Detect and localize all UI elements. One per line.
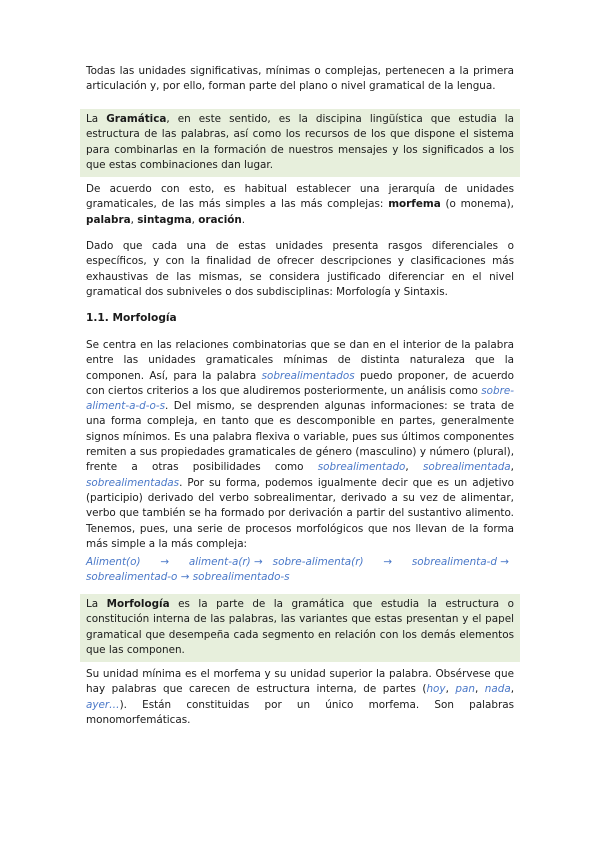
- definition-box-morfologia: [80, 594, 520, 662]
- example-pan: pan: [455, 683, 475, 696]
- text-run: . Del mismo, se desprenden algunas informaciones: se trata de una forma compleja, en tanto que es descomponible en partes, generalmente signos mínimos. Es una palabra flexiva o variable, pues sus últimos componentes remiten a sus propiedades gramaticales de género (masculino) y número (plural), frente a otras posibilidades como: [86, 400, 514, 474]
- arrow-icon: →: [500, 556, 509, 568]
- text-run: ). Están constituidas por un único morfema. Son palabras monomorfemáticas.: [86, 698, 514, 726]
- text-run: . Por su forma, podemos igualmente decir que es un adjetivo (participio) derivado del verbo sobrealimentar, derivado a su vez de alimentar, verbo que también se ha formado por derivación a partir del sustantivo alimento. Tenemos, pues, una serie de procesos morfológicos que nos llevan de la forma más simple a la más compleja:: [86, 476, 514, 550]
- arrow-icon: →: [254, 556, 263, 568]
- text-run: puedo proponer, de acuerdo con ciertos criterios a los que aludiremos posteriormente, un análisis como: [86, 369, 514, 397]
- chain-step-2: aliment-a(r): [188, 556, 251, 568]
- separator: ,: [510, 683, 515, 696]
- separator: ,: [405, 461, 409, 474]
- separator: ,: [130, 213, 134, 226]
- example-sobrealimentados: sobrealimentados: [261, 369, 355, 382]
- chain-step-3: sobre-alimenta(r): [272, 556, 364, 568]
- paragraph-intro: Todas las unidades significativas, mínimas o complejas, pertenecen a la primera articulación y, por ello, forman parte del plano o nivel gramatical de la lengua.: [86, 65, 514, 93]
- separator: ,: [445, 683, 449, 696]
- box-lead: La: [86, 598, 99, 610]
- unit-oracion: oración: [198, 213, 242, 226]
- example-nada: nada: [484, 683, 511, 696]
- example-segmentation: sobre-aliment-a-d-o-s: [86, 384, 514, 413]
- paragraph-subniveles: Dado que cada una de estas unidades presenta rasgos diferenciales o específicos, y con la finalidad de ofrecer descripciones y clasificaciones más exhaustivas de las mismas, se considera justificado diferenciar en el nivel gramatical dos subniveles o dos subdisciplinas: Morfología y Sintaxis.: [86, 240, 514, 298]
- box-lead: La: [86, 113, 99, 125]
- example-sobrealimentada: sobrealimentada: [422, 461, 511, 474]
- derivation-chain: [86, 555, 514, 586]
- chain-step-4: sobrealimenta-d: [411, 556, 497, 568]
- arrow-icon: →: [383, 556, 393, 568]
- chain-step-6: sobrealimentado-s: [192, 571, 290, 584]
- definition-box-gramatica: [80, 109, 520, 177]
- paragraph-unidad-minima: [86, 667, 514, 728]
- arrow-icon: →: [180, 571, 190, 584]
- text-run: Su unidad mínima es el morfema y su unidad superior la palabra. Obsérvese que hay palabras que carecen de estructura interna, de partes (: [86, 668, 514, 696]
- unit-morfema-note: (o monema),: [445, 198, 514, 211]
- term-gramatica: Gramática: [106, 113, 167, 125]
- text-run: Se centra en las relaciones combinatorias que se dan en el interior de la palabra entre las unidades gramaticales mínimas de distinta naturaleza que la componen. Así, para la palabra: [86, 339, 514, 382]
- unit-sintagma: sintagma: [137, 213, 192, 226]
- chain-step-1: Aliment(o): [86, 556, 141, 568]
- example-hoy: hoy: [426, 683, 446, 696]
- definition-text: , en este sentido, es la discipina lingüística que estudia la estructura de las palabras, así como los recursos de los que dispone el sistema para combinarlas en la formación de nuestros mensajes y los significados a los que estas combinaciones dan lugar.: [86, 113, 514, 171]
- period: .: [241, 213, 246, 226]
- jerarquia-text: De acuerdo con esto, es habitual establecer una jerarquía de unidades gramaticales, de las más simples a las más complejas:: [86, 183, 514, 211]
- example-ayer: ayer…: [86, 698, 120, 711]
- separator: ,: [510, 461, 514, 474]
- separator: ,: [191, 213, 195, 226]
- example-sobrealimentadas: sobrealimentadas: [86, 476, 180, 489]
- arrow-icon: →: [160, 556, 170, 568]
- unit-palabra: palabra: [86, 213, 131, 226]
- section-heading-morfologia: 1.1. Morfología: [86, 312, 177, 324]
- paragraph-jerarquia: [86, 182, 514, 228]
- example-sobrealimentado: sobrealimentado: [317, 461, 406, 474]
- definition-text: es la parte de la gramática que estudia la estructura o constitución interna de las palabras, las variantes que estas presentan y el papel gramatical que desempeña cada segmento en relación con los demás elementos que las componen.: [86, 598, 514, 656]
- unit-morfema: morfema: [388, 198, 441, 211]
- paragraph-morfologia: [86, 338, 514, 552]
- separator: ,: [474, 683, 479, 696]
- term-morfologia: Morfología: [106, 598, 170, 610]
- chain-step-5: sobrealimentad-o: [86, 571, 178, 584]
